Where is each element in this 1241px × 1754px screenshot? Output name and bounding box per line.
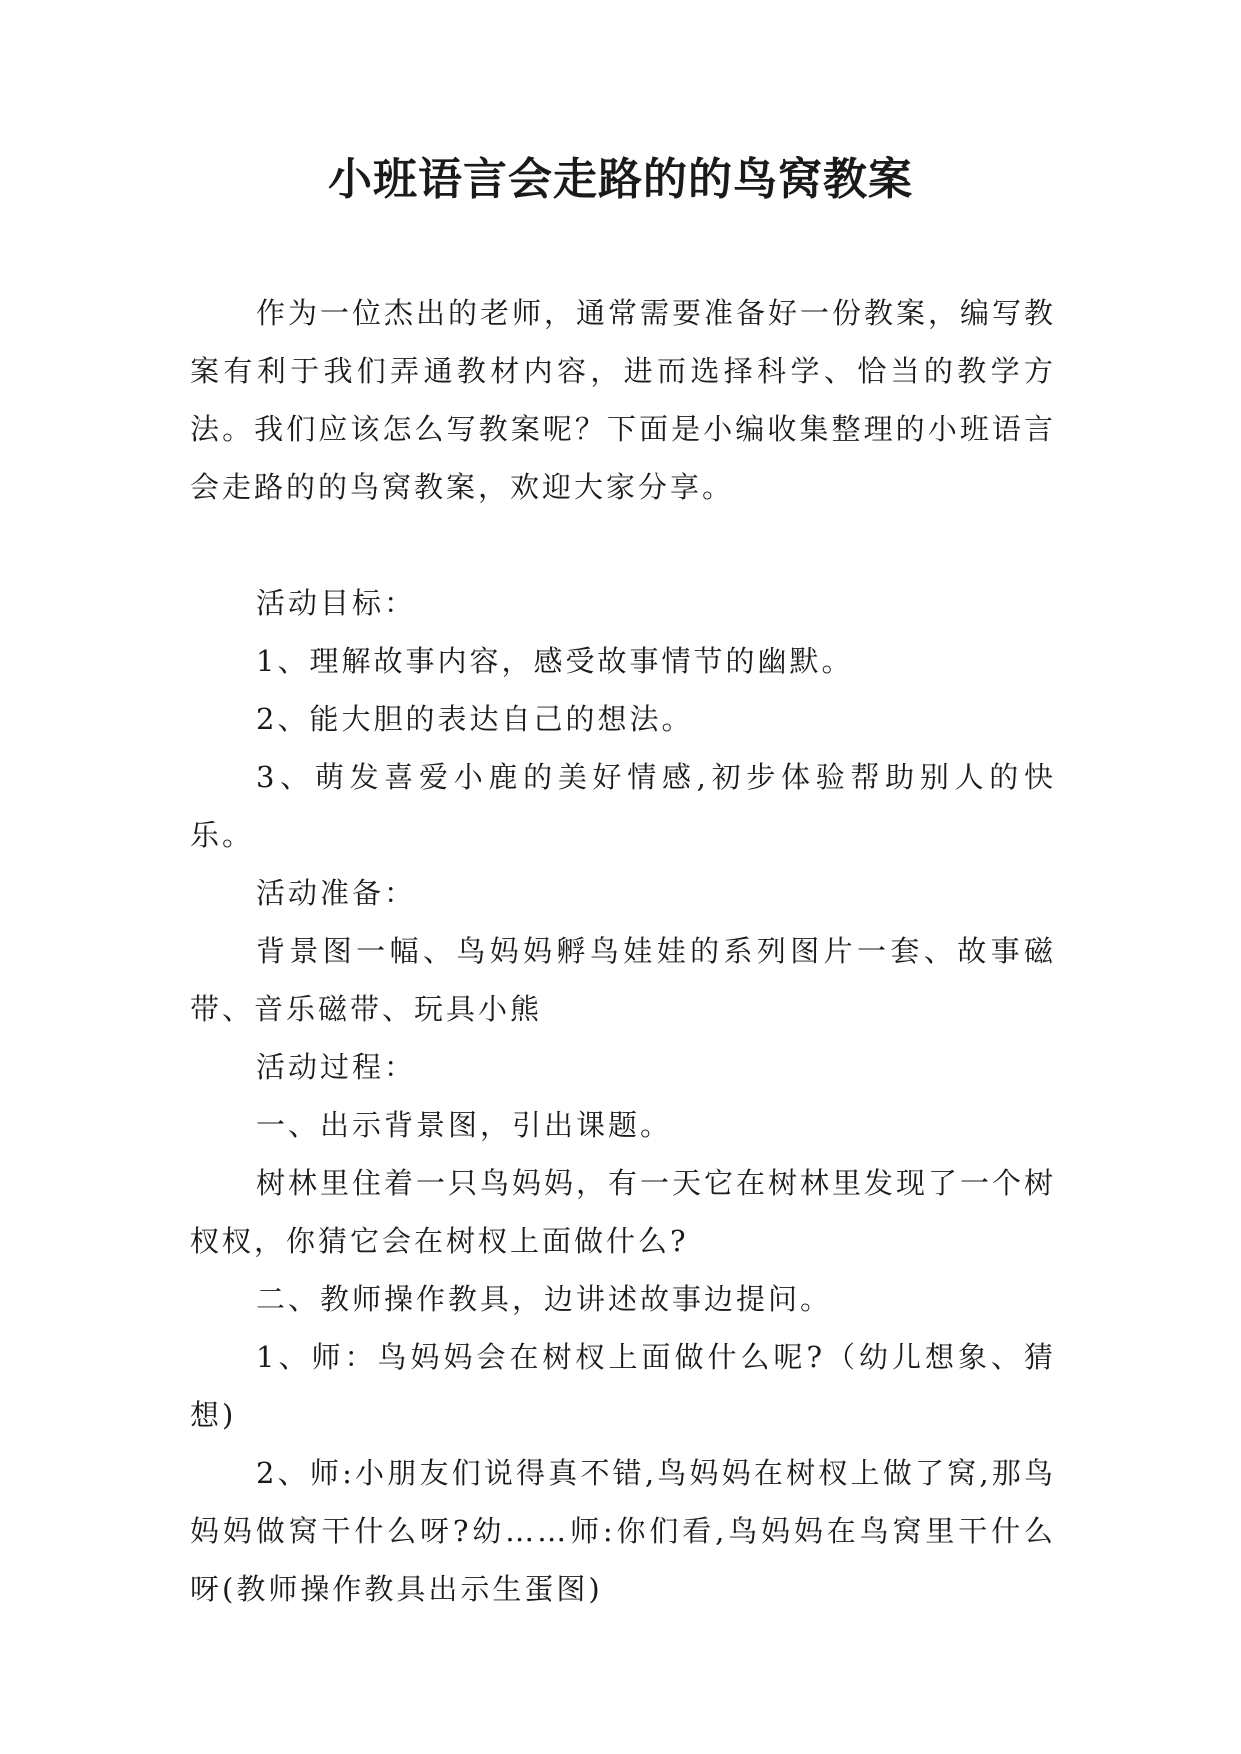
document-title: 小班语言会走路的的鸟窝教案 [328,154,913,205]
process-text: 树林里住着一只鸟妈妈，有一天它在树林里发现了一个树杈杈，你猜它会在树杈上面做什么? [190,1166,1057,1258]
section-heading-process: 活动过程： [256,1050,417,1084]
process-step: 二、教师操作教具，边讲述故事边提问。 [256,1282,833,1316]
section-heading-goals: 活动目标： [256,586,417,620]
process-text: 1、师：鸟妈妈会在树杈上面做什么呢?（幼儿想象、猜想) [190,1340,1056,1432]
goal-item: 1、理解故事内容，感受故事情节的幽默。 [256,644,854,678]
section-heading-preparation: 活动准备： [256,876,417,910]
intro-paragraph: 作为一位杰出的老师，通常需要准备好一份教案，编写教案有利于我们弄通教材内容，进而选择科学、恰当的教学方法。我们应该怎么写教案呢？下面是小编收集整理的小班语言会走路的的鸟窝教案，欢迎大家分享。 [190,296,1057,504]
preparation-text: 背景图一幅、鸟妈妈孵鸟娃娃的系列图片一套、故事磁带、音乐磁带、玩具小熊 [190,934,1056,1026]
process-text: 2、师:小朋友们说得真不错,鸟妈妈在树杈上做了窝,那鸟妈妈做窝干什么呀?幼……师:你们看,鸟妈妈在鸟窝里干什么呀(教师操作教具出示生蛋图) [190,1456,1056,1606]
document-body [190,284,1056,1618]
goal-item: 2、能大胆的表达自己的想法。 [256,702,694,736]
goal-item: 3、萌发喜爱小鹿的美好情感,初步体验帮助别人的快乐。 [190,760,1056,852]
process-step: 一、出示背景图，引出课题。 [256,1108,673,1142]
